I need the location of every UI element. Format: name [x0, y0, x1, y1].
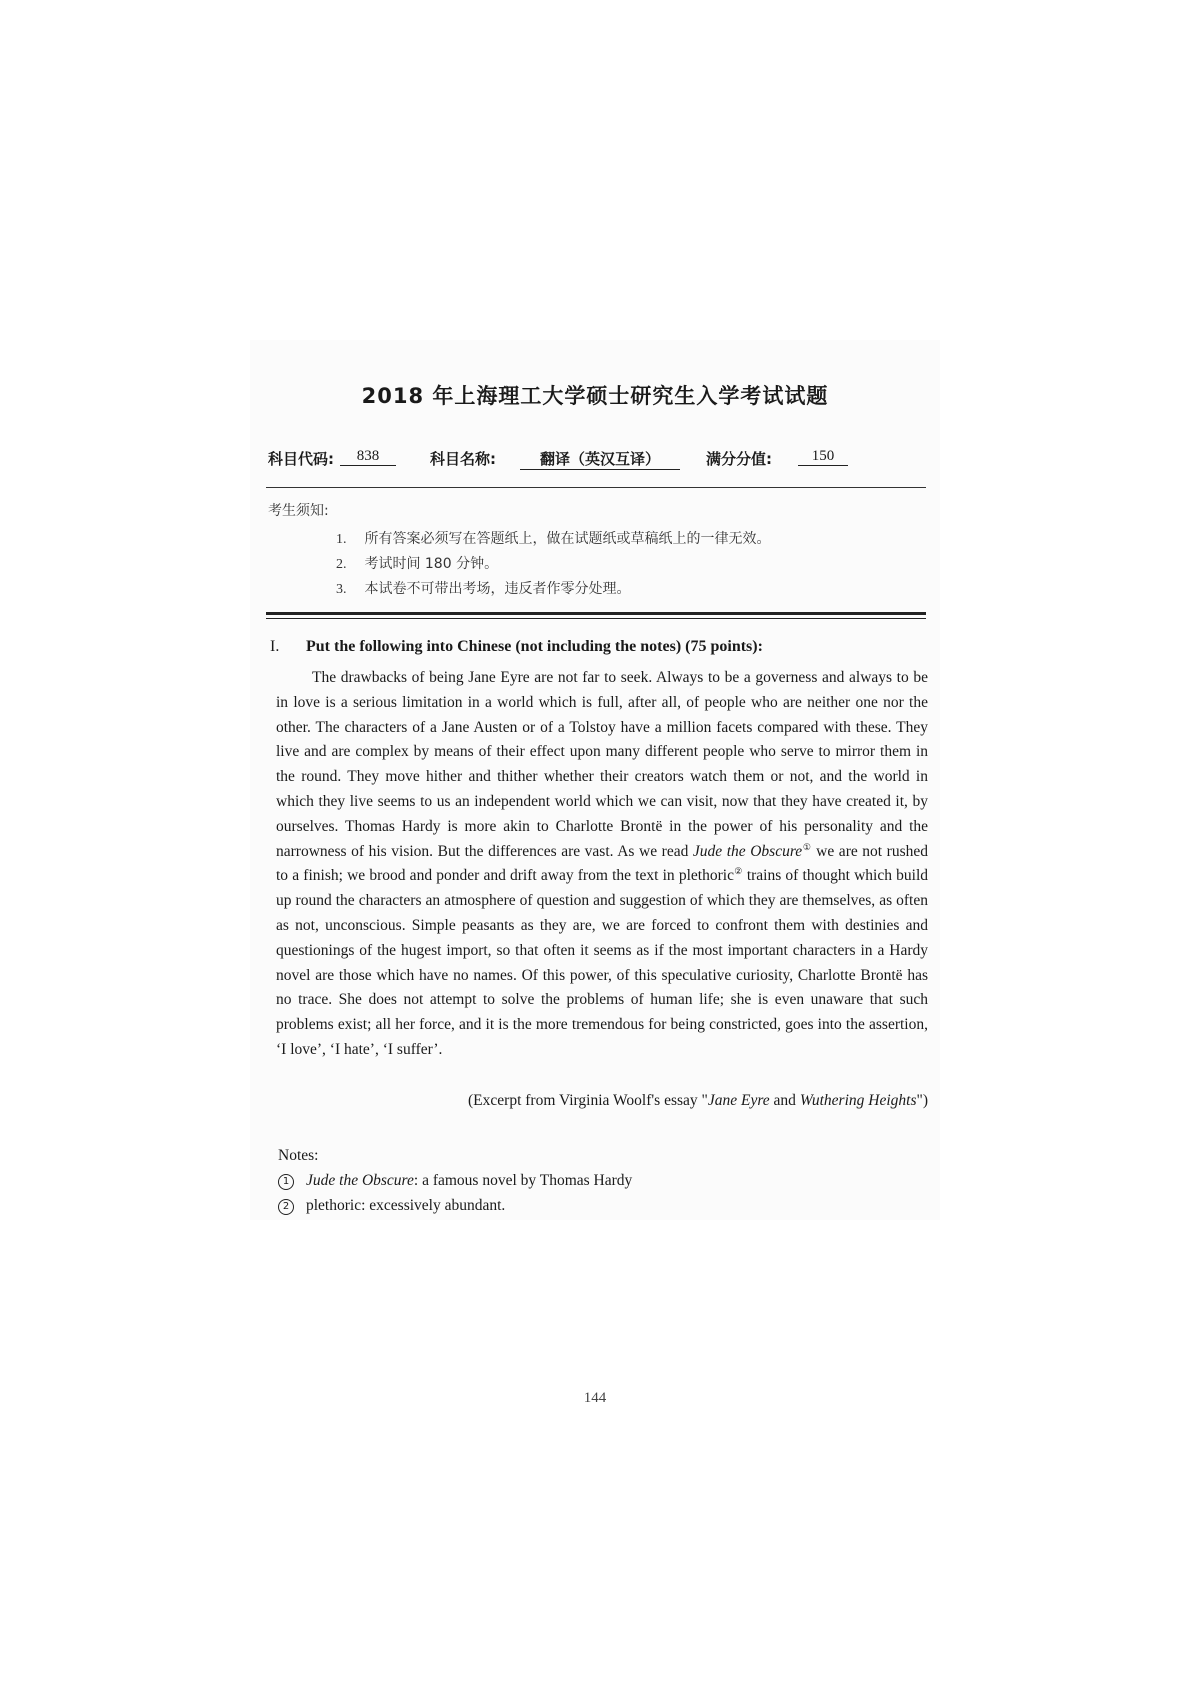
- notice-item: [336, 552, 770, 577]
- full-score-value: 150: [798, 448, 848, 466]
- passage-text: trains of thought which build up round the characters an atmosphere of question and suggestion of which they are themselves, as often as not, unconscious. Simple peasants as they are, we are forced to confront them with destinies and questionings of the hugest import, so that often it seems as if the most important characters in a Hardy novel are those which have no names. Of this power, of this speculative curiosity, Charlotte Brontë has no trace. She does not attempt to solve the problems of human life; she is even unaware that such problems exist; all her force, and it is the more tremendous for being constricted, goes into the assertion, ‘I love’, ‘I hate’, ‘I suffer’.: [276, 867, 928, 1058]
- subject-name-value: 翻译（英汉互译）: [520, 448, 680, 470]
- circled-number-icon: 2: [278, 1199, 294, 1215]
- passage-paragraph: [276, 666, 928, 1063]
- notice-item-text: 本试卷不可带出考场，违反者作零分处理。: [364, 581, 631, 597]
- exam-title: 2018 年上海理工大学硕士研究生入学考试试题: [361, 384, 829, 408]
- notice-item-number: 3.: [336, 582, 347, 597]
- section-instruction: Put the following into Chinese (not including the notes) (75 points):: [306, 638, 763, 655]
- passage-text: The drawbacks of being Jane Eyre are not far to seek. Always to be a governess and always to be in love is a serious limitation in a world which is full, after all, of people who are neither one nor the other. The characters of a Jane Austen or of a Tolstoy have a million facets compared with these. They live and are complex by means of their effect upon many different people who serve to mirror them in the round. They move hither and thither whether their creators watch them or not, and the world in which they live seems to us an independent world which we can visit, now that they have created it, by ourselves. Thomas Hardy is more akin to Charlotte Brontë in the power of his personality and the narrowness of his vision. But the differences are vast. As we read: [276, 669, 928, 860]
- note-text: : a famous novel by Thomas Hardy: [413, 1172, 633, 1189]
- notice-item: [336, 527, 770, 552]
- notice-item: [336, 577, 770, 602]
- excerpt-prefix: (Excerpt from Virginia Woolf's essay ": [468, 1092, 708, 1109]
- subject-code-value: 838: [340, 448, 396, 466]
- note-item: [278, 1172, 632, 1190]
- subject-code-label: 科目代码:: [268, 450, 334, 468]
- note-text: plethoric: excessively abundant.: [306, 1197, 506, 1214]
- passage-book-title: Jude the Obscure: [692, 842, 803, 860]
- note-item: [278, 1197, 505, 1215]
- notes-title: Notes:: [278, 1147, 319, 1164]
- footnote-ref-1: ①: [802, 841, 812, 852]
- page-number: 144: [583, 1390, 607, 1406]
- footnote-ref-2: ②: [733, 866, 743, 877]
- full-score-label: 满分分值:: [706, 450, 772, 468]
- notice-item-text: 考试时间 180 分钟。: [364, 556, 499, 572]
- excerpt-and: and: [769, 1092, 800, 1109]
- note-term: Jude the Obscure: [306, 1172, 414, 1189]
- excerpt-suffix: "): [916, 1092, 928, 1109]
- section-number: I.: [270, 638, 280, 655]
- subject-name-label: 科目名称:: [430, 450, 496, 468]
- notice-item-text: 所有答案必须写在答题纸上，做在试题纸或草稿纸上的一律无效。: [364, 531, 771, 547]
- excerpt-source: [276, 1092, 928, 1110]
- excerpt-book-2: Wuthering Heights: [799, 1092, 917, 1109]
- section-heading: [270, 638, 763, 656]
- circled-number-icon: 1: [278, 1174, 294, 1190]
- notice-item-number: 2.: [336, 557, 347, 572]
- passage-text: we are not rushed to a finish; we brood and ponder and drift away from the text in plethoric: [276, 842, 928, 885]
- candidate-notice-list: [336, 527, 770, 602]
- header-divider: [266, 487, 926, 488]
- excerpt-book-1: Jane Eyre: [707, 1092, 770, 1109]
- notice-item-number: 1.: [336, 532, 347, 547]
- translation-passage: [276, 666, 928, 1063]
- candidate-notice-title: 考生须知:: [268, 503, 329, 519]
- notice-divider-thick: [266, 612, 926, 615]
- notice-divider-thin: [266, 618, 926, 619]
